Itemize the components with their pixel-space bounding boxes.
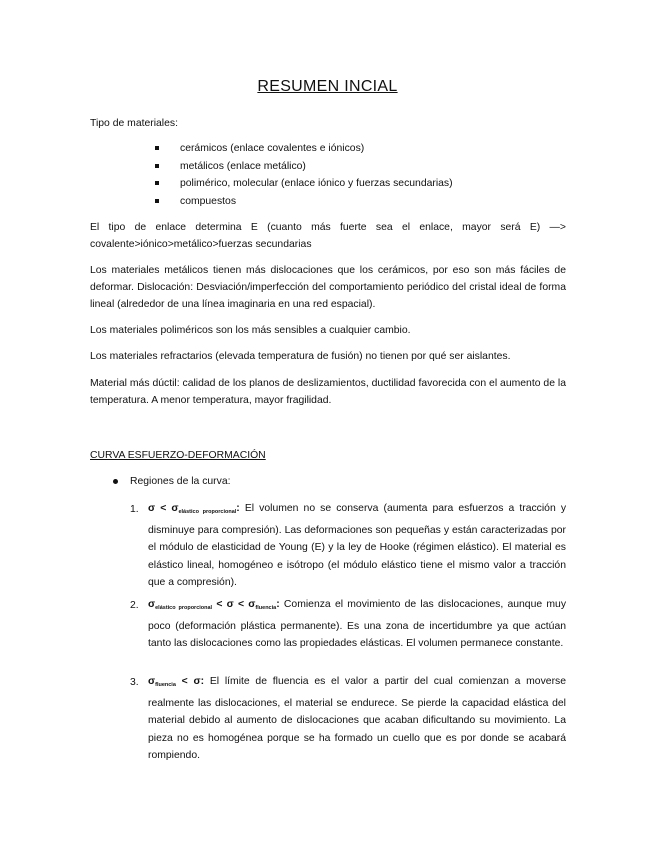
paragraph-ductility: Material más dúctil: calidad de los planos de deslizamientos, ductilidad favorecida con el aumento de la temperatura. A menor temperatura, mayor fragilidad. <box>90 378 566 406</box>
square-bullet-icon <box>155 181 159 185</box>
region-item <box>148 596 566 653</box>
paragraph-dislocations: Los materiales metálicos tienen más dislocaciones que los cerámicos, por eso son más fáciles de deformar. Dislocación: Desviación/imperfección del comportamiento periódico del cristal ideal de forma lineal (alrededor de una línea imaginaria en una red espacial). <box>90 265 566 310</box>
square-bullet-icon <box>155 164 159 168</box>
square-bullet-icon <box>155 146 159 150</box>
list-item: metálicos (enlace metálico) <box>150 158 453 176</box>
formula: $\sigma_{elástico proporcional} < \sigma < \sigma_{fluencia}$: <box>148 599 280 611</box>
page-title: RESUMEN INCIAL <box>257 78 398 95</box>
regions-bullet <box>113 473 231 490</box>
region-number: 2. <box>130 600 139 611</box>
regions-label: Regiones de la curva: <box>130 476 231 487</box>
region-text: El volumen no se conserva (aumenta para esfuerzos a tracción y disminuye para compresión). Las deformaciones son pequeñas y están caracterizadas por el módulo de elasticidad de Young (E) y la ley de Hooke (régimen elástico). El material es elástico lineal, homogéneo e isótropo (el módulo elástico tiene el mismo valor a tracción que a compresión). <box>148 503 567 588</box>
region-number: 3. <box>130 677 139 688</box>
region-number: 1. <box>130 504 139 515</box>
region-text: El límite de fluencia es el valor a partir del cual comienzan a moverse realmente las dislocaciones, el material se endurece. Se pierde la capacidad elástica del material debido al aumento de dislocaciones que acaban dificultando su movimiento. La pieza no es homogénea porque se ha formado un cuello que es por donde se acabará rompiendo. <box>148 676 566 761</box>
square-bullet-icon <box>155 199 159 203</box>
paragraph-refractory: Los materiales refractarios (elevada temperatura de fusión) no tienen por qué ser aislantes. <box>90 351 511 362</box>
materials-list <box>150 140 453 210</box>
section-heading: CURVA ESFUERZO-DEFORMACIÓN <box>90 450 266 461</box>
region-item <box>148 500 566 592</box>
formula: $\sigma_{fluencia} < \sigma$: <box>148 676 205 688</box>
paragraph-bond-type: El tipo de enlace determina E (cuanto más fuerte sea el enlace, mayor será E) —> covalente>iónico>metálico>fuerzas secundarias <box>90 222 566 250</box>
list-item: compuestos <box>150 193 453 211</box>
round-bullet-icon <box>113 479 118 484</box>
paragraph-polymers: Los materiales poliméricos son los más sensibles a cualquier cambio. <box>90 325 411 336</box>
formula: $\sigma < \sigma_{elástico proporcional}$: <box>148 503 240 515</box>
region-item <box>148 673 566 765</box>
region-text: Comienza el movimiento de las dislocaciones, aunque muy poco (deformación plástica permanente). Es una zona de incertidumbre ya que actúan tanto las dislocaciones como las propiedades elásticas. El volumen permanece constante. <box>148 599 567 649</box>
list-item: cerámicos (enlace covalentes e iónicos) <box>150 140 453 158</box>
list-item: polimérico, molecular (enlace iónico y fuerzas secundarias) <box>150 175 453 193</box>
materials-label: Tipo de materiales: <box>90 118 178 129</box>
